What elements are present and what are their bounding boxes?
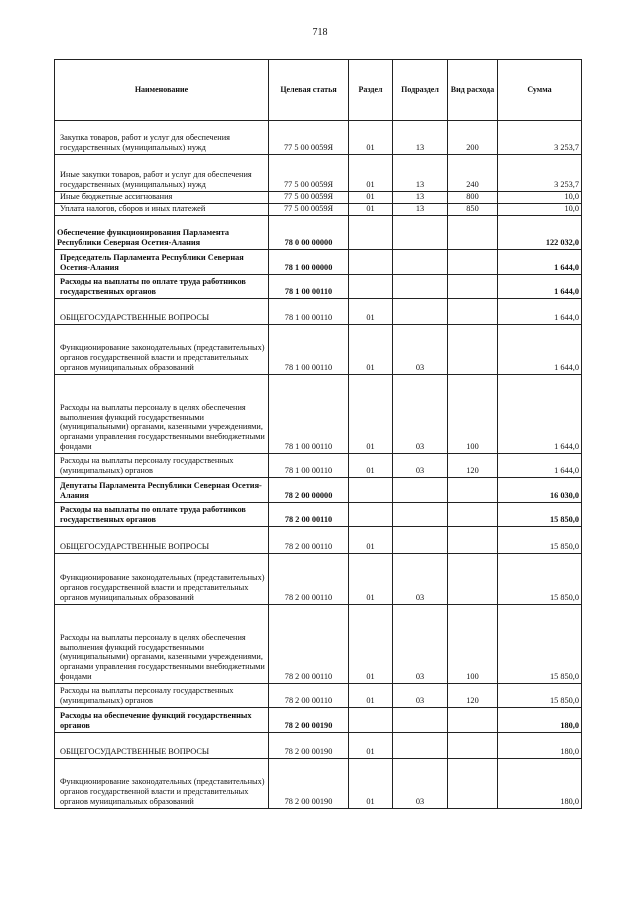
cell-section: [349, 477, 393, 502]
cell-target-article: 77 5 00 0059Я: [269, 155, 349, 192]
cell-section: 01: [349, 553, 393, 604]
cell-name: Иные закупки товаров, работ и услуг для обеспечения государственных (муниципальных) нужд: [55, 155, 269, 192]
cell-name: Расходы на выплаты по оплате труда работников государственных органов: [55, 274, 269, 298]
header-target-article: Целевая статья: [269, 60, 349, 121]
cell-name: Депутаты Парламента Республики Северная Осетия-Алания: [55, 477, 269, 502]
cell-name: Расходы на выплаты персоналу в целях обеспечения выполнения функций государственными (муниципальными) органами, казенными учреждениями, органами управления государственными внебюджетными фондами: [55, 604, 269, 683]
cell-target-article: 78 1 00 00110: [269, 274, 349, 298]
cell-expense-type: [448, 707, 498, 732]
cell-expense-type: [448, 249, 498, 274]
table-row: [55, 274, 582, 298]
cell-amount: 1 644,0: [498, 374, 582, 453]
cell-name: Обеспечение функционирования Парламента Республики Северная Осетия-Алания: [55, 215, 269, 249]
cell-subsection: 13: [393, 192, 448, 204]
cell-section: 01: [349, 683, 393, 707]
cell-target-article: 78 2 00 00190: [269, 732, 349, 758]
cell-target-article: 78 1 00 00110: [269, 374, 349, 453]
cell-section: 01: [349, 453, 393, 477]
cell-name: ОБЩЕГОСУДАРСТВЕННЫЕ ВОПРОСЫ: [55, 526, 269, 553]
cell-expense-type: 200: [448, 121, 498, 155]
cell-section: 01: [349, 298, 393, 324]
cell-expense-type: 240: [448, 155, 498, 192]
cell-amount: 16 030,0: [498, 477, 582, 502]
table-row: [55, 604, 582, 683]
cell-expense-type: [448, 502, 498, 526]
cell-amount: 3 253,7: [498, 155, 582, 192]
cell-section: 01: [349, 203, 393, 215]
cell-target-article: 78 2 00 00110: [269, 502, 349, 526]
cell-amount: 1 644,0: [498, 249, 582, 274]
cell-target-article: 78 1 00 00110: [269, 298, 349, 324]
table-row: [55, 683, 582, 707]
cell-subsection: [393, 502, 448, 526]
cell-section: 01: [349, 374, 393, 453]
cell-name: Расходы на выплаты по оплате труда работников государственных органов: [55, 502, 269, 526]
cell-amount: 1 644,0: [498, 274, 582, 298]
cell-expense-type: [448, 477, 498, 502]
cell-subsection: 03: [393, 453, 448, 477]
cell-subsection: 03: [393, 604, 448, 683]
cell-subsection: 03: [393, 758, 448, 808]
cell-expense-type: [448, 324, 498, 374]
cell-target-article: 78 1 00 00110: [269, 453, 349, 477]
cell-target-article: 78 2 00 00190: [269, 758, 349, 808]
cell-section: 01: [349, 192, 393, 204]
cell-section: [349, 249, 393, 274]
cell-section: [349, 274, 393, 298]
cell-expense-type: [448, 553, 498, 604]
cell-target-article: 77 5 00 0059Я: [269, 203, 349, 215]
cell-amount: 1 644,0: [498, 453, 582, 477]
table-row: [55, 298, 582, 324]
cell-name: Функционирование законодательных (представительных) органов государственной власти и представительных органов муниципальных образований: [55, 553, 269, 604]
cell-target-article: 78 1 00 00000: [269, 249, 349, 274]
cell-target-article: 77 5 00 0059Я: [269, 192, 349, 204]
header-expense-type: Вид расхода: [448, 60, 498, 121]
cell-subsection: 03: [393, 553, 448, 604]
cell-name: Функционирование законодательных (представительных) органов государственной власти и представительных органов муниципальных образований: [55, 758, 269, 808]
table-row: [55, 324, 582, 374]
cell-amount: 180,0: [498, 707, 582, 732]
cell-subsection: [393, 215, 448, 249]
cell-name: Председатель Парламента Республики Северная Осетия-Алания: [55, 249, 269, 274]
cell-expense-type: 850: [448, 203, 498, 215]
cell-subsection: 13: [393, 121, 448, 155]
cell-name: ОБЩЕГОСУДАРСТВЕННЫЕ ВОПРОСЫ: [55, 298, 269, 324]
cell-name: Расходы на выплаты персоналу государственных (муниципальных) органов: [55, 683, 269, 707]
cell-amount: 122 032,0: [498, 215, 582, 249]
cell-subsection: [393, 298, 448, 324]
cell-section: 01: [349, 526, 393, 553]
cell-name: Расходы на выплаты персоналу государственных (муниципальных) органов: [55, 453, 269, 477]
cell-expense-type: 100: [448, 604, 498, 683]
cell-name: Расходы на выплаты персоналу в целях обеспечения выполнения функций государственными (муниципальными) органами, казенными учреждениями, органами управления государственными внебюджетными фондами: [55, 374, 269, 453]
cell-expense-type: 120: [448, 683, 498, 707]
cell-subsection: [393, 249, 448, 274]
cell-section: [349, 707, 393, 732]
cell-amount: 15 850,0: [498, 526, 582, 553]
cell-section: 01: [349, 604, 393, 683]
cell-section: [349, 215, 393, 249]
header-name: Наименование: [55, 60, 269, 121]
cell-target-article: 78 2 00 00000: [269, 477, 349, 502]
table-row: [55, 249, 582, 274]
cell-amount: 10,0: [498, 203, 582, 215]
cell-name: Иные бюджетные ассигнования: [55, 192, 269, 204]
cell-amount: 15 850,0: [498, 502, 582, 526]
cell-amount: 180,0: [498, 758, 582, 808]
cell-subsection: 03: [393, 683, 448, 707]
cell-target-article: 78 2 00 00110: [269, 604, 349, 683]
cell-target-article: 78 2 00 00110: [269, 526, 349, 553]
cell-amount: 10,0: [498, 192, 582, 204]
table-header-row: [55, 60, 582, 121]
cell-target-article: 78 2 00 00110: [269, 683, 349, 707]
table-row: [55, 203, 582, 215]
header-section: Раздел: [349, 60, 393, 121]
table-row: [55, 553, 582, 604]
cell-subsection: 03: [393, 374, 448, 453]
header-amount: Сумма: [498, 60, 582, 121]
cell-section: 01: [349, 121, 393, 155]
cell-expense-type: [448, 274, 498, 298]
cell-subsection: [393, 477, 448, 502]
cell-subsection: 13: [393, 155, 448, 192]
cell-name: Закупка товаров, работ и услуг для обеспечения государственных (муниципальных) нужд: [55, 121, 269, 155]
cell-amount: 1 644,0: [498, 298, 582, 324]
cell-section: 01: [349, 732, 393, 758]
cell-expense-type: [448, 526, 498, 553]
cell-section: [349, 502, 393, 526]
cell-expense-type: 120: [448, 453, 498, 477]
cell-target-article: 78 2 00 00110: [269, 553, 349, 604]
cell-expense-type: [448, 215, 498, 249]
cell-name: Функционирование законодательных (представительных) органов государственной власти и представительных органов муниципальных образований: [55, 324, 269, 374]
cell-section: 01: [349, 324, 393, 374]
table-row: [55, 526, 582, 553]
cell-target-article: 78 0 00 00000: [269, 215, 349, 249]
cell-expense-type: [448, 732, 498, 758]
header-subsection: Подраздел: [393, 60, 448, 121]
cell-name: Уплата налогов, сборов и иных платежей: [55, 203, 269, 215]
cell-amount: 15 850,0: [498, 553, 582, 604]
table-row: [55, 477, 582, 502]
table-row: [55, 453, 582, 477]
cell-amount: 3 253,7: [498, 121, 582, 155]
table-row: [55, 374, 582, 453]
table-row: [55, 758, 582, 808]
page-number: 718: [312, 27, 328, 38]
cell-expense-type: 800: [448, 192, 498, 204]
cell-amount: 180,0: [498, 732, 582, 758]
budget-table: [54, 59, 582, 809]
cell-expense-type: [448, 298, 498, 324]
cell-expense-type: [448, 758, 498, 808]
cell-amount: 15 850,0: [498, 604, 582, 683]
cell-amount: 15 850,0: [498, 683, 582, 707]
cell-subsection: 13: [393, 203, 448, 215]
table-row: [55, 192, 582, 204]
cell-subsection: 03: [393, 324, 448, 374]
cell-subsection: [393, 707, 448, 732]
cell-subsection: [393, 274, 448, 298]
cell-section: 01: [349, 758, 393, 808]
cell-name: Расходы на обеспечение функций государственных органов: [55, 707, 269, 732]
cell-target-article: 78 2 00 00190: [269, 707, 349, 732]
table-row: [55, 707, 582, 732]
table-row: [55, 502, 582, 526]
cell-name: ОБЩЕГОСУДАРСТВЕННЫЕ ВОПРОСЫ: [55, 732, 269, 758]
table-body: [55, 121, 582, 809]
cell-subsection: [393, 732, 448, 758]
table-row: [55, 121, 582, 155]
cell-expense-type: 100: [448, 374, 498, 453]
table-row: [55, 155, 582, 192]
cell-target-article: 78 1 00 00110: [269, 324, 349, 374]
table-row: [55, 215, 582, 249]
cell-target-article: 77 5 00 0059Я: [269, 121, 349, 155]
table-row: [55, 732, 582, 758]
cell-subsection: [393, 526, 448, 553]
cell-amount: 1 644,0: [498, 324, 582, 374]
cell-section: 01: [349, 155, 393, 192]
